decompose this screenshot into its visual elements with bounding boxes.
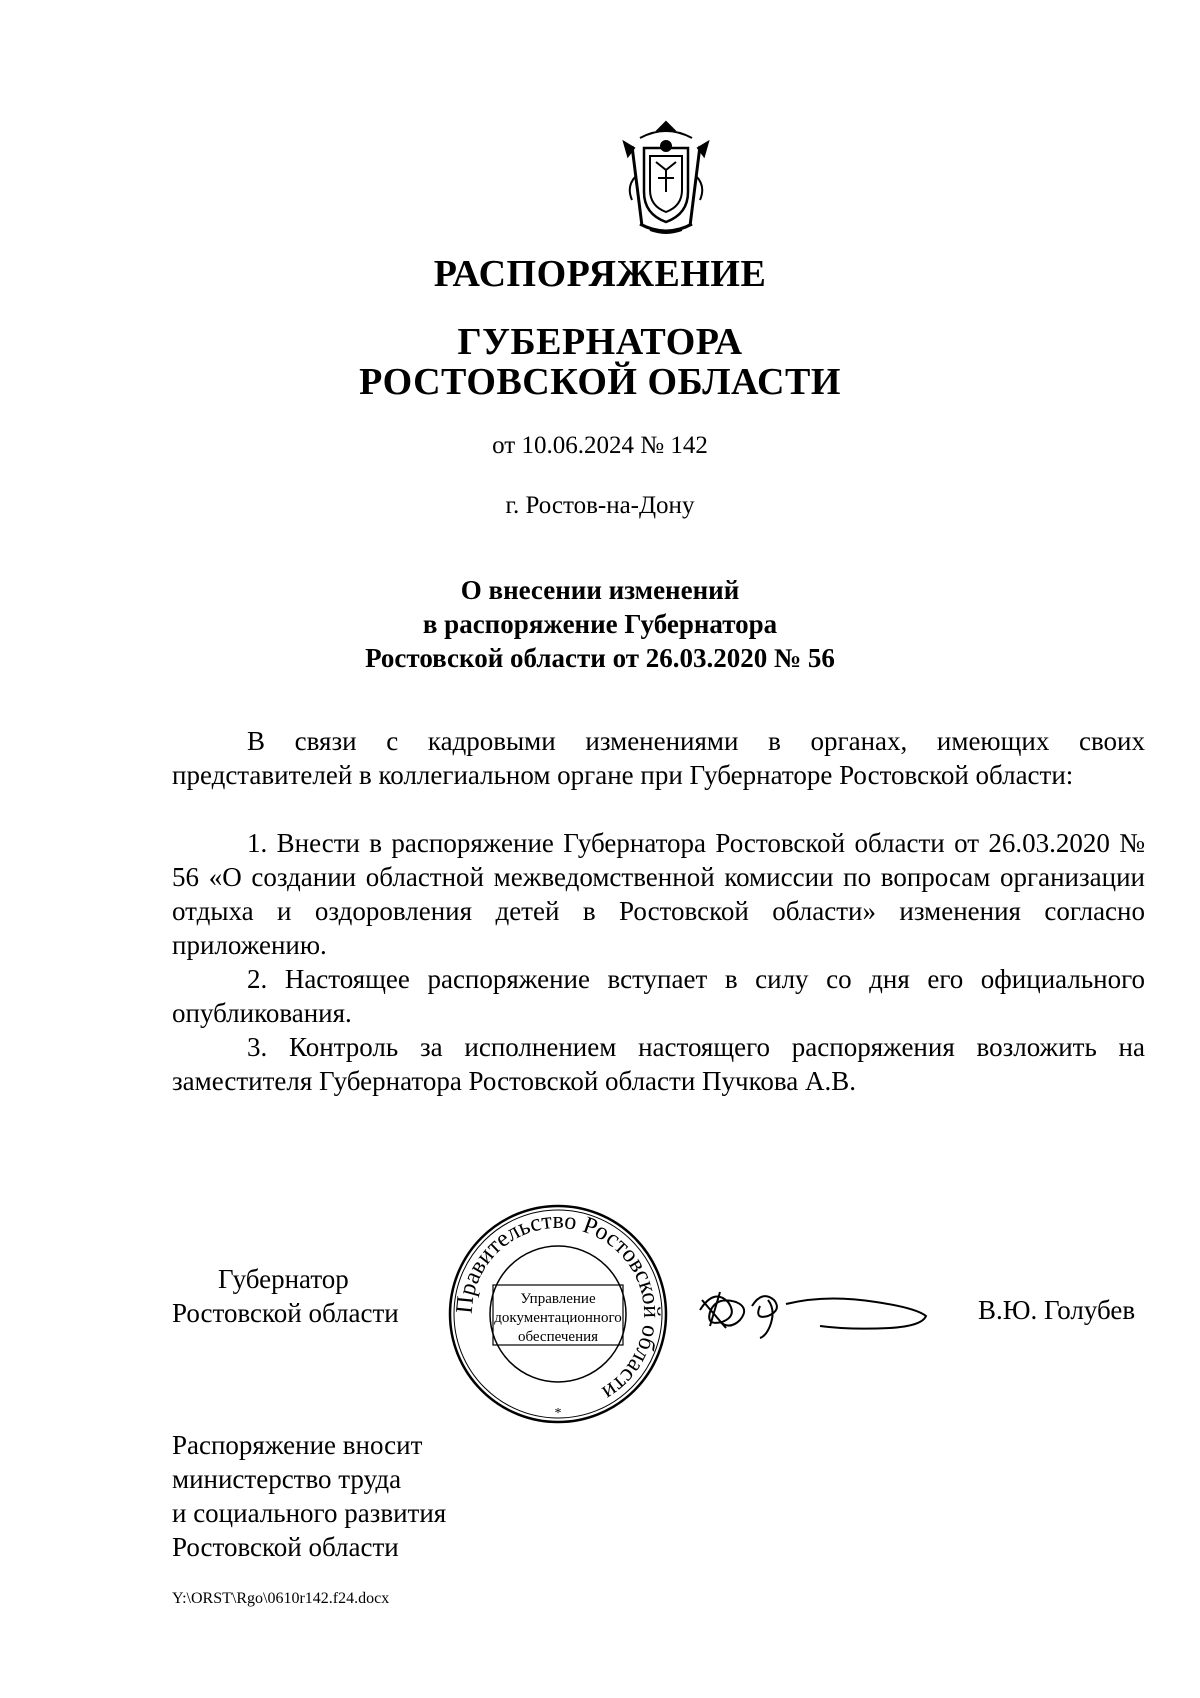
signatory-name: В.Ю. Голубев [978, 1295, 1136, 1325]
seal-inner-line-3: обеспечения [517, 1329, 599, 1345]
item-1-paragraph: 1. Внести в распоряжение Губернатора Ростовской области от 26.03.2020 № 56 «О создании областной межведомственной комиссии по вопросам организации отдыха и оздоровления детей в Ростовской области» изменения согласно приложению. [172, 828, 1145, 960]
date-number: от 10.06.2024 № 142 [492, 432, 708, 459]
document-body [172, 724, 1145, 1098]
item-2-paragraph: 2. Настоящее распоряжение вступает в силу со дня его официального опубликования. [172, 964, 1145, 1028]
submitted-by-line-4: Ростовской области [172, 1532, 399, 1562]
file-path: Y:\ORST\Rgo\0610r142.f24.docx [172, 1590, 390, 1607]
issuer-line-2: РОСТОВСКОЙ ОБЛАСТИ [359, 361, 841, 403]
document-title: РАСПОРЯЖЕНИЕ [433, 253, 767, 295]
submitted-by-line-1: Распоряжение вносит [172, 1430, 423, 1460]
submitted-by-line-2: министерство труда [172, 1464, 402, 1494]
position-line-1: Губернатор [218, 1264, 349, 1294]
seal-inner-line-2: документационного [494, 1310, 622, 1326]
item-3-paragraph: 3. Контроль за исполнением настоящего распоряжения возложить на заместителя Губернатора Ростовской области Пучкова А.В. [172, 1032, 1145, 1096]
handwritten-signature [690, 1270, 940, 1350]
submitted-by-line-3: и социального развития [172, 1498, 447, 1528]
submitted-by-block [172, 1428, 446, 1564]
seal-star-icon: * [554, 1406, 562, 1421]
subject-line-2: в распоряжение Губернатора [422, 609, 778, 639]
subject-line-1: О внесении изменений [460, 575, 740, 605]
seal-outer-text: Правительство Ростовской области [451, 1207, 665, 1406]
place: г. Ростов-на-Дону [505, 492, 695, 519]
seal-inner-line-1: Управление [520, 1291, 596, 1307]
coat-of-arms-icon [610, 116, 722, 242]
official-seal-stamp [445, 1201, 671, 1427]
signatory-position [172, 1262, 399, 1330]
issuer-line-1: ГУБЕРНАТОРА [457, 321, 743, 363]
preamble-paragraph: В связи с кадровыми изменениями в органах, имеющих своих представителей в коллегиальном органе при Губернаторе Ростовской области: [172, 726, 1145, 790]
subject-line-3: Ростовской области от 26.03.2020 № 56 [365, 643, 835, 673]
position-line-2: Ростовской области [172, 1298, 399, 1328]
